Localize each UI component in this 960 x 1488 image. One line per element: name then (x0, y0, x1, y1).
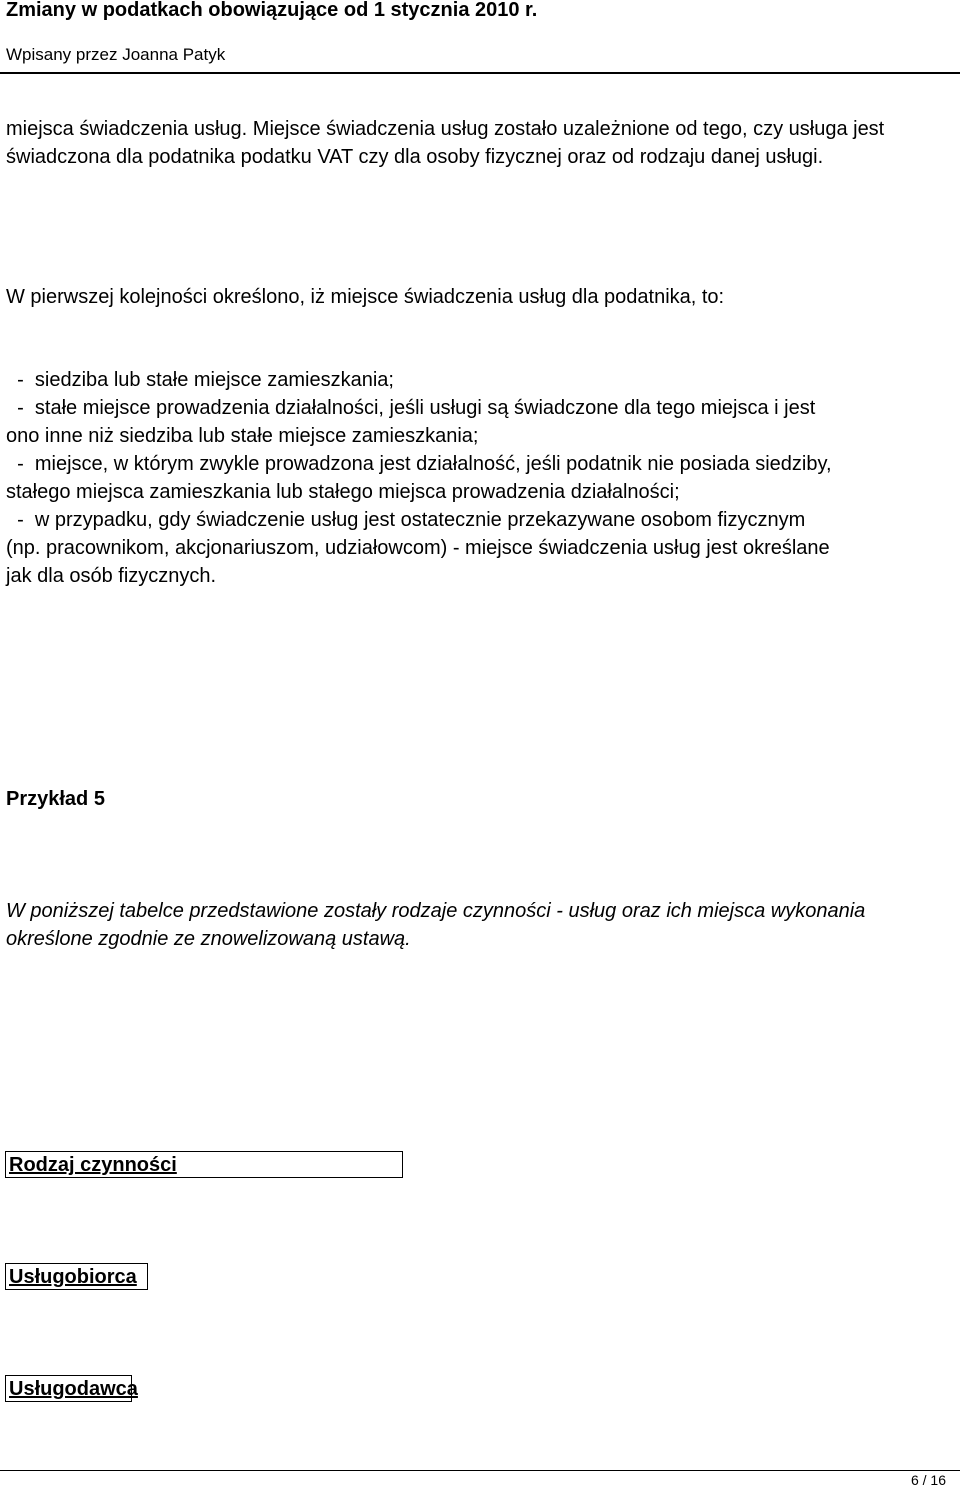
example-heading: Przykład 5 (6, 788, 105, 810)
list-line: - stałe miejsce prowadzenia działalności, jeśli usługi są świadczone dla tego miejsca i jest (6, 397, 816, 419)
header-author: Wpisany przez Joanna Patyk (6, 45, 226, 64)
table-cell-service-provider: Usługodawca (5, 1375, 132, 1402)
page-number: 6 / 16 (910, 1472, 946, 1488)
table-cell-service-recipient: Usługobiorca (5, 1263, 148, 1290)
list-line: jak dla osób fizycznych. (6, 565, 217, 587)
paragraph-service-place: miejsca świadczenia usług. Miejsce świadczenia usług zostało uzależnione od tego, czy usługa jest świadczona dla podatnika podatku VAT czy dla osoby fizycznej oraz od rodzaju danej usługi. (6, 118, 885, 168)
list-line: (np. pracownikom, akcjonariuszom, udziałowcom) - miejsce świadczenia usług jest określane (6, 537, 830, 559)
list-line: stałego miejsca zamieszkania lub stałego miejsca prowadzenia działalności; (6, 481, 680, 503)
paragraph-taxpayer-intro: W pierwszej kolejności określono, iż miejsce świadczenia usług dla podatnika, to: (6, 286, 725, 308)
list-line: - siedziba lub stałe miejsce zamieszkania; (6, 369, 394, 391)
example-intro: W poniższej tabelce przedstawione zostały rodzaje czynności - usług oraz ich miejsca wykonania określone zgodnie ze znowelizowaną ustawą. (6, 900, 866, 950)
list-line: - miejsce, w którym zwykle prowadzona jest działalność, jeśli podatnik nie posiada siedziby, (6, 453, 832, 475)
table-cell-activity-type: Rodzaj czynności (5, 1151, 403, 1178)
header-divider (0, 72, 960, 74)
list-line: - w przypadku, gdy świadczenie usług jest ostatecznie przekazywane osobom fizycznym (6, 509, 806, 531)
footer-divider (0, 1470, 960, 1471)
header-title: Zmiany w podatkach obowiązujące od 1 stycznia 2010 r. (6, 0, 538, 21)
list-line: ono inne niż siedziba lub stałe miejsce zamieszkania; (6, 425, 479, 447)
